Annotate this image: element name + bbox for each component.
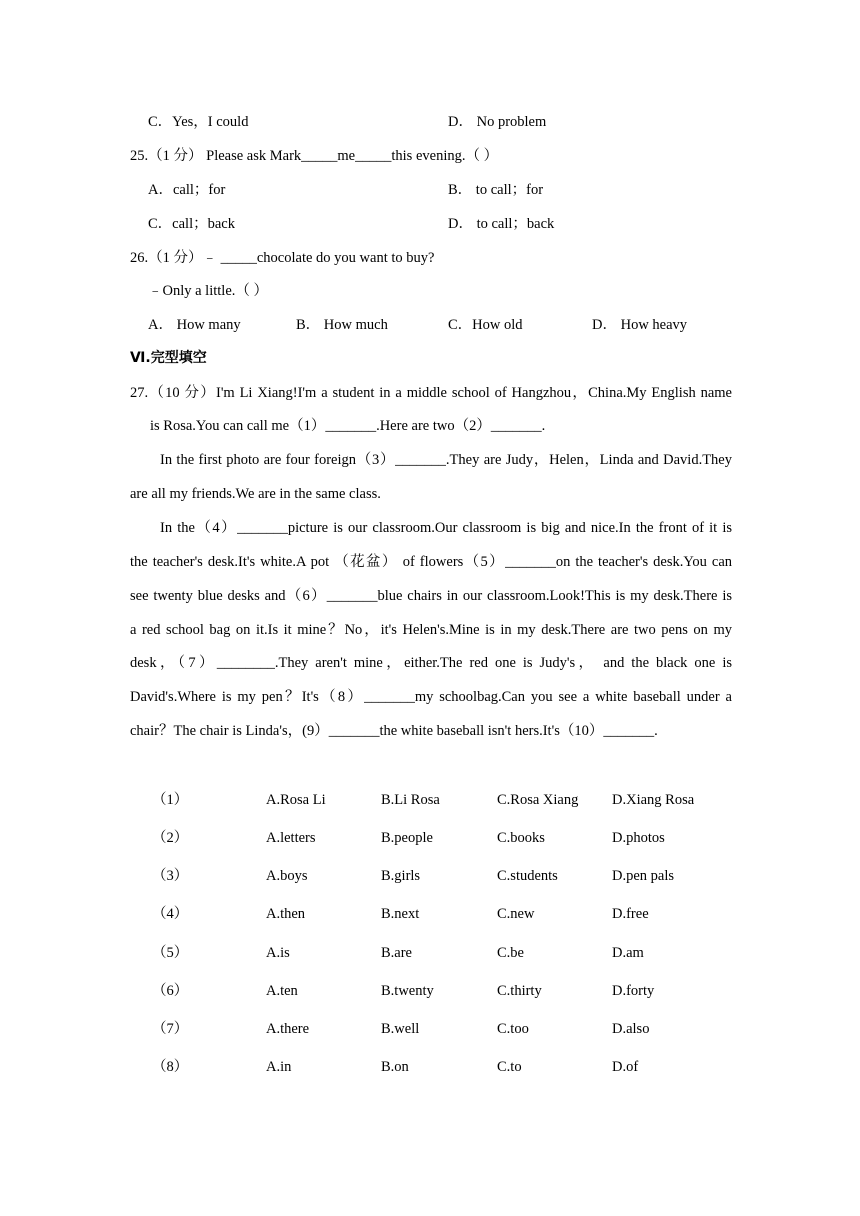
section-heading: Ⅵ.完型填空: [130, 350, 207, 366]
option-a: A.ten: [266, 983, 298, 999]
q25-option-b: B． to call；for: [448, 182, 544, 198]
option-a: A.then: [266, 906, 306, 922]
option-number: （8）: [152, 1059, 189, 1075]
q24-option-c: C．Yes，I could: [148, 114, 249, 130]
q26-option-c: C．How old: [448, 317, 523, 333]
option-number: （1）: [152, 792, 189, 808]
option-b: B.on: [381, 1059, 409, 1075]
option-d: D.free: [612, 906, 649, 922]
option-b: B.twenty: [381, 983, 434, 999]
option-number: （7）: [152, 1021, 189, 1037]
option-c: C.to: [497, 1059, 522, 1075]
option-d: D.pen pals: [612, 868, 675, 884]
q27-line-7: see twenty blue desks and（6）_______blue chairs in our classroom.Look!This is my desk.There is: [130, 588, 732, 604]
option-a: A.boys: [266, 868, 308, 884]
option-c: C.students: [497, 868, 558, 884]
option-number: （2）: [152, 830, 189, 846]
q27-line-9: desk，（7）________.They aren't mine，either.The red one is Judy's， and the black one is: [130, 655, 732, 671]
q27-line-11: chair？The chair is Linda's，(9）_______the white baseball isn't hers.It's（10）_______.: [130, 723, 658, 739]
q26-option-b: B． How much: [296, 317, 388, 333]
q26-reply: ﹣Only a little.（ ）: [148, 283, 269, 299]
option-number: （6）: [152, 983, 189, 999]
q26-option-a: A． How many: [148, 317, 241, 333]
option-d: D.forty: [612, 983, 655, 999]
option-a: A.Rosa Li: [266, 792, 326, 808]
option-number: （3）: [152, 868, 189, 884]
option-number: （4）: [152, 906, 189, 922]
table-row: [0, 790, 860, 810]
q25-stem: 25.（1 分） Please ask Mark_____me_____this evening.（ ）: [130, 148, 499, 164]
option-c: C.Rosa Xiang: [497, 792, 579, 808]
option-d: D.Xiang Rosa: [612, 792, 695, 808]
option-d: D.am: [612, 945, 644, 961]
table-row: [0, 828, 860, 848]
option-d: D.also: [612, 1021, 650, 1037]
q27-line-1: 27.（10 分）I'm Li Xiang!I'm a student in a middle school of Hangzhou，China.My English name: [130, 385, 732, 401]
option-a: A.in: [266, 1059, 292, 1075]
option-d: D.of: [612, 1059, 639, 1075]
q26-option-d: D． How heavy: [592, 317, 688, 333]
option-a: A.letters: [266, 830, 316, 846]
option-a: A.there: [266, 1021, 310, 1037]
q27-line-10: David's.Where is my pen？It's（8）_______my schoolbag.Can you see a white baseball under a: [130, 689, 732, 705]
q24-option-d: D． No problem: [448, 114, 547, 130]
q27-line-5: In the（4）_______picture is our classroom.Our classroom is big and nice.In the front of it is: [160, 520, 732, 536]
q26-stem: 26.（1 分）﹣ _____chocolate do you want to buy?: [130, 250, 435, 266]
option-b: B.next: [381, 906, 420, 922]
q25-option-c: C．call；back: [148, 216, 235, 232]
table-row: [0, 943, 860, 963]
table-row: [0, 1019, 860, 1039]
option-c: C.new: [497, 906, 535, 922]
q27-line-8: a red school bag on it.Is it mine？No，it's Helen's.Mine is in my desk.There are two pens on my: [130, 622, 732, 638]
table-row: [0, 981, 860, 1001]
q27-line-6: the teacher's desk.It's white.A pot （花盆） of flowers（5）_______on the teacher's desk.You can: [130, 554, 732, 570]
option-a: A.is: [266, 945, 290, 961]
option-b: B.girls: [381, 868, 421, 884]
option-b: B.well: [381, 1021, 420, 1037]
table-row: [0, 1057, 860, 1077]
q27-line-2: is Rosa.You can call me（1）_______.Here are two（2）_______.: [150, 418, 546, 434]
option-b: B.are: [381, 945, 412, 961]
option-c: C.thirty: [497, 983, 542, 999]
table-row: [0, 904, 860, 924]
q27-line-3: In the first photo are four foreign（3）_______.They are Judy，Helen，Linda and David.They: [160, 452, 732, 468]
option-number: （5）: [152, 945, 189, 961]
table-row: [0, 866, 860, 886]
q27-line-4: are all my friends.We are in the same class.: [130, 486, 381, 502]
option-c: C.books: [497, 830, 545, 846]
option-c: C.too: [497, 1021, 529, 1037]
q25-option-d: D． to call；back: [448, 216, 555, 232]
option-c: C.be: [497, 945, 524, 961]
option-b: B.Li Rosa: [381, 792, 440, 808]
option-d: D.photos: [612, 830, 665, 846]
option-b: B.people: [381, 830, 433, 846]
q25-option-a: A．call；for: [148, 182, 226, 198]
